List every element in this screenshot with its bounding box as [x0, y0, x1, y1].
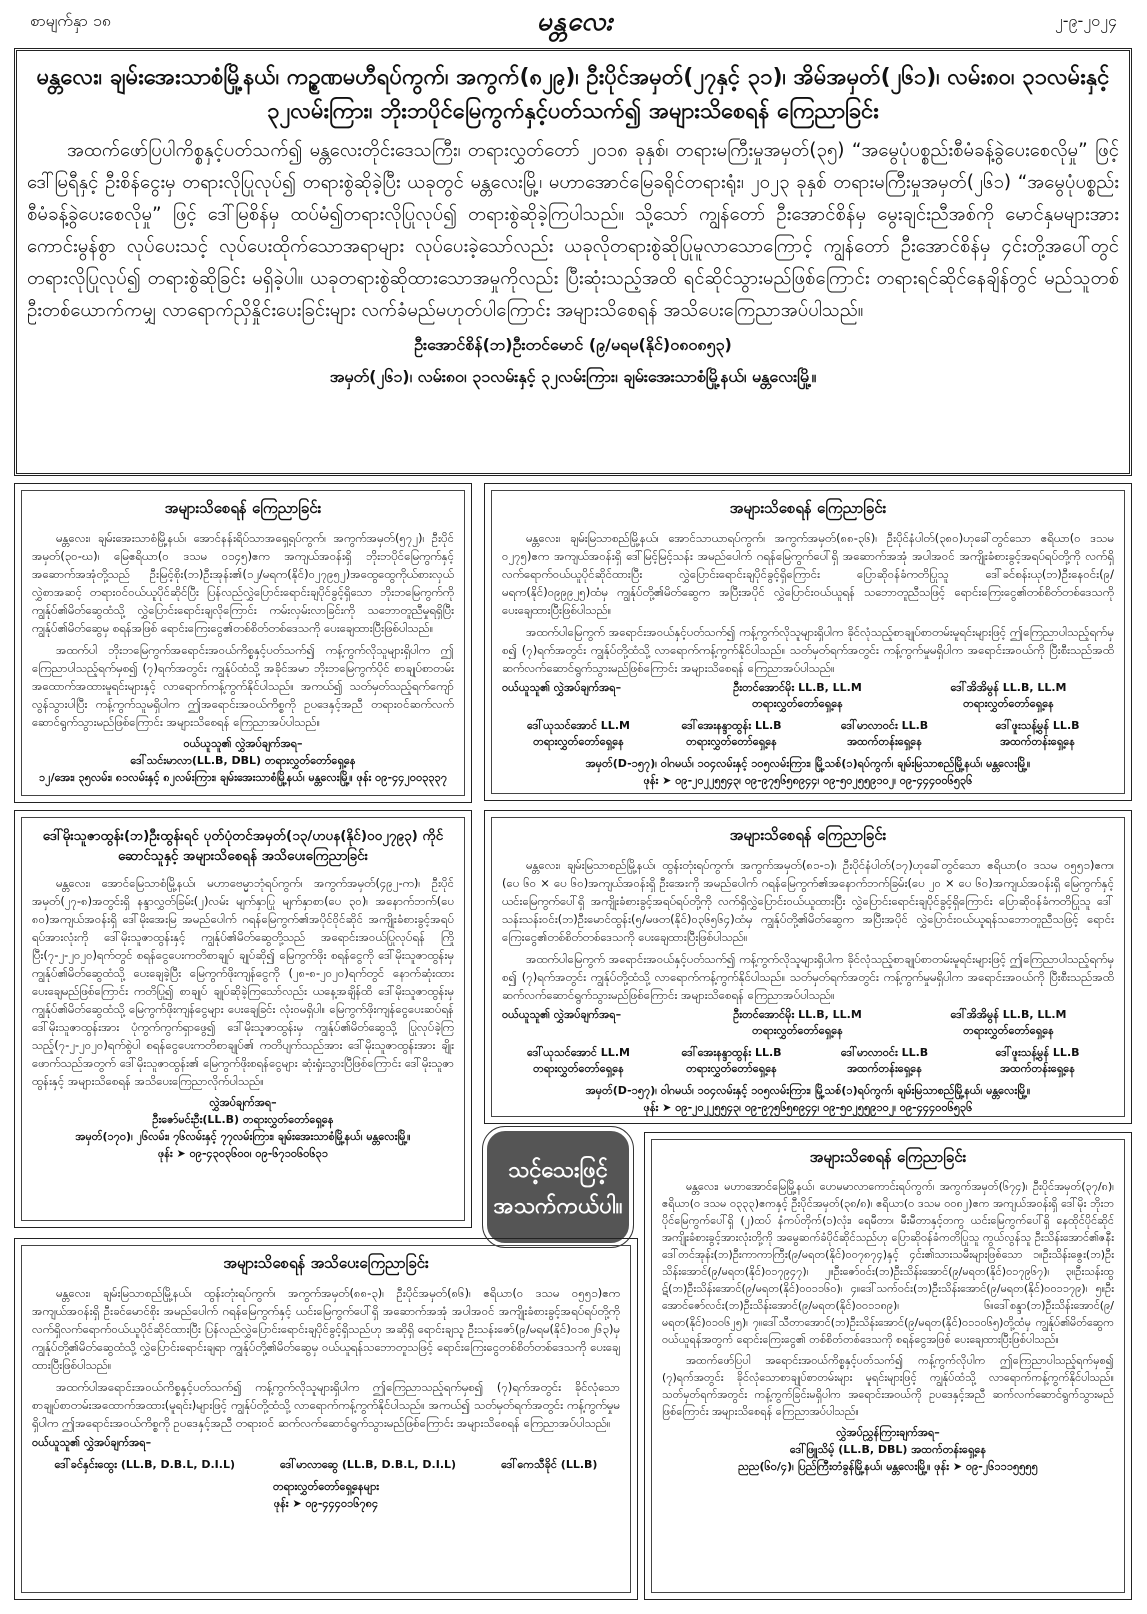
notice-d-title: အများသိစေရန် ကြေညာခြင်း: [729, 826, 887, 844]
notice-e-lawyer-1: ဒေါ်ခင်နှင်းထွေး (LL.B, D.B.L, D.I.L): [54, 1458, 235, 1471]
notice-e-body-2: အထက်ပါအရောင်းအဝယ်ကိစ္စနှင့်ပတ်သက်၍ ကန့်ကွက်လိုသူများရှိပါက ဤကြေညာသည့်ရက်မှစ၍ (၇)ရက်အတွင်း ခိုင်လုံသော စာချုပ်စာတမ်းအထောက်အထား(မူရင်း)များဖြင့် ကျွန်ုပ်တို့ထံသို့ လာရောက်ကန့်ကွက်နိုင်ပါသည်။ အကယ်၍ သတ်မှတ်ရက်အတွင်း ကန့်ကွက်မှုမရှိပါက ဤအရောင်းအဝယ်ကိစ္စကို ဥပဒေနှင့်အညီ တရားဝင် ဆက်လက်ဆောင်ရွက်သွားမည်ဖြစ်ကြောင်း အများသိစေရန် ကြေညာအပ်ပါသည်။: [32, 1380, 620, 1430]
notice-b-body-2: အထက်ပါမြေကွက် အရောင်းအဝယ်နှင့်ပတ်သက်၍ ကန့်ကွက်လိုသူများရှိပါက ခိုင်လုံသည့်စာချုပ်စာတမ်းမူရင်းများဖြင့် ဤကြေညာပါသည့်ရက်မှစ၍ (၇)ရက်အတွင်း ကျွန်ုပ်တို့ထံသို့ လာရောက်ကန့်ကွက်နိုင်ပါသည်။ သတ်မှတ်ရက်အတွင်း ကန့်ကွက်မှုမရှိပါက အရောင်းအဝယ်ကို ပြီးစီးသည်အထိ ဆက်လက်ဆောင်ရွက်သွားမည်ဖြစ်ကြောင်း အများသိစေရန် ကြေညာအပ်ပါသည်။: [502, 625, 1114, 675]
notice-b-lawyer-5: ဒေါ်မာလာဝင်း LL.B: [840, 719, 929, 732]
notice-d-lawyer-5: ဒေါ်မာလာဝင်း LL.B: [840, 1046, 929, 1059]
notice-e-phones: ဖုန်း ➤ ၀၉-၄၄၄၀၁၆၇၈၄: [273, 1497, 379, 1510]
notice-b-role-6: အထက်တန်းရှေ့နေ: [1000, 735, 1075, 748]
notice-f-sig-lead: လွှဲအပ်ညွှန်ကြားချက်အရ–: [836, 1426, 940, 1439]
notice-d-lawyer-2: ဒေါ်အိအိမွန် LL.B, LL.M: [950, 1008, 1067, 1021]
notice-a-sig-address: ၁၂/အေး၊ ၃၅လမ်း၊ ၈၁လမ်းနှင့် ၈၂လမ်းကြား၊ ချမ်းအေးသာစံမြို့နယ်၊ မန္တလေးမြို့။ ဖုန်း ၀၉-၄၄၂၀၀၃၃၃၇: [38, 771, 448, 784]
notice-b-title: အများသိစေရန် ကြေညာခြင်း: [729, 499, 887, 517]
notice-d-lawyer-6: ဒေါ်ဖူးသန့်မွန် LL.B: [995, 1046, 1080, 1059]
notice-c-sig-lead: လွှဲအပ်ချက်အရ–: [209, 1096, 277, 1109]
notice-b-role-2: တရားလွှတ်တော်ရှေ့နေ: [963, 697, 1054, 710]
notice-b-lead: ဝယ်ယူသူ၏ လွှဲအပ်ချက်အရ–: [502, 681, 622, 694]
notice-d-lead: ဝယ်ယူသူ၏ လွှဲအပ်ချက်အရ–: [502, 1008, 622, 1021]
notice-b-role-3: တရားလွှတ်တော်ရှေ့နေ: [533, 735, 624, 748]
notice-f: [644, 1132, 1132, 1600]
notice-d-body-2: အထက်ပါမြေကွက် အရောင်းအဝယ်နှင့်ပတ်သက်၍ ကန့်ကွက်လိုသူများရှိပါက ခိုင်လုံသည့်စာချုပ်စာတမ်းမူရင်းများဖြင့် ဤကြေညာပါသည့်ရက်မှစ၍ (၇)ရက်အတွင်း ကျွန်ုပ်တို့ထံသို့ လာရောက်ကန့်ကွက်နိုင်ပါသည်။ သတ်မှတ်ရက်အတွင်း ကန့်ကွက်မှုမရှိပါက အရောင်းအဝယ်ကို ပြီးစီးသည်အထိ ဆက်လက်ဆောင်ရွက်သွားမည်ဖြစ်ကြောင်း အများသိစေရန် ကြေညာအပ်ပါသည်။: [502, 952, 1114, 1002]
notice-b-lawyer-4: ဒေါ်အေးနန္ဒာထွန်း LL.B: [681, 719, 782, 732]
top-notice-body: အထက်ဖော်ပြပါကိစ္စနှင့်ပတ်သက်၍ မန္တလေးတိုင်းဒေသကြီး၊ တရားလွှတ်တော် ၂၀၁၈ ခုနှစ်၊ တရားမကြီးမှုအမှတ်(၃၅) “အမွေပုံပစ္စည်းစီမံခန့်ခွဲပေးစေလိုမှု” ဖြင့် ဒေါ်မြရီနှင့် ဦးစိန်ငွေးမှ တရားလိုပြုလုပ်၍ တရားစွဲဆိုခဲ့ပြီး ယခုတွင် မန္တလေးမြို့၊ မဟာအောင်မြေခရိုင်တရားရုံး၊ ၂၀၂၃ ခုနှစ် တရားမကြီးမှုအမှတ်(၂၆၁) “အမွေပုံပစ္စည်းစီမံခန့်ခွဲပေးစေလိုမှု” ဖြင့် ဒေါ်မြစိန်မှ ထပ်မံ၍တရားလိုပြုလုပ်၍ တရားစွဲဆိုခဲ့ကြပါသည်။ သို့သော် ကျွန်တော် ဦးအောင်စိန်မှ မွေးချင်းညီအစ်ကို မောင်နှမများအား ကောင်းမွန်စွာ လုပ်ပေးသင့် လုပ်ပေးထိုက်သောအရာများ လုပ်ပေးခဲ့သော်လည်း ယခုလိုတရားစွဲဆိုပြုမူလာသောကြောင့် ကျွန်တော် ဦးအောင်စိန်မှ ၄င်းတို့အပေါ်တွင် တရားလိုပြုလုပ်၍ တရားစွဲဆိုခြင်း မရှိခဲ့ပါ။ ယခုတရားစွဲဆိုထားသောအမှုကိုလည်း ပြီးဆုံးသည့်အထိ ရင်ဆိုင်သွားမည်ဖြစ်ကြောင်း တရားရင်ဆိုင်နေချိန်တွင် မည်သူတစ်ဦးတစ်ယောက်ကမျှ လာရောက်ညှိနှိုင်းပေးခြင်းများ လက်ခံမည်မဟုတ်ပါကြောင်း အများသိစေရန် အသိပေးကြေညာအပ်ပါသည်။: [27, 140, 1119, 321]
notice-c-body: မန္တလေး၊ အောင်မြေသာစံမြို့နယ်၊ မဟာဗေမ္မာဘုံရပ်ကွက်၊ အကွက်အမှတ်(၄၉၂-က)၊ ဦးပိုင်အမှတ်(၂၇-၈)အတွင်းရှိ နန္ဒာလွှတ်ခြမ်း(၂)လမ်း မျက်နှာပြု မျက်နှာစာ(ပေ ၃၀)၊ အနောက်ဘက်(ပေ ၈၀)အကျယ်အဝန်းရှိ ဒေါ်မိုးအေးမြ အမည်ပေါက် ဂရန်မြေကွက်၏အပိုင်ဝိုင်ဆိုင် အကျိုးခံစားခွင့်အရပ်ရပ်အားလုံးကို ဒေါ်မိုးသူဇာထွန်းနှင့် ကျွန်ုပ်၏မိတ်ဆွေတို့သည် အရောင်းအဝယ်ပြုလုပ်ရန် ကြိုပြီး(၇-၂-၂၀၂၀)ရက်တွင် စရန်ငွေပေးကတိစာချုပ် ချုပ်ဆို၍ မြေကွက်ဖိုး စရန်ငွေကို ဒေါ်မိုးသူဇာထွန်းမှ ကျွန်ုပ်၏မိတ်ဆွေထံသို့ ပေးချေခဲ့ပြီး မြေကွက်ဖိုးကျန်ငွေကို (၂၈-၈-၂၀၂၀)ရက်တွင် နောက်ဆုံးထားပေးချေမည်ဖြစ်ကြောင်း ကတိပြု၍ စာချုပ် ချုပ်ဆိုခဲ့ကြသော်လည်း ယနေ့အချိန်ထိ ဒေါ်မိုးသူဇာထွန်းမှ ကျွန်ုပ်၏မိတ်ဆွေထံသို့ မြေကွက်ဖိုးကျန်ငွေများ ပေးချေခြင်း လုံးဝမရှိပါ။ မြေကွက်ဖိုးကျန်ငွေပေးဆပ်ရန် ဒေါ်မိုးသူဇာထွန်းအား ပုံကွက်ကွက်ရှာဖွေ၍ ဒေါ်မိုးသူဇာထွန်းမှ ကျွန်ုပ်၏မိတ်ဆွေသို့ ပြုလုပ်ခဲ့ကြသည့်(၇-၂-၂၀၂၀)ရက်စွဲပါ စရန်ငွေပေးကတိစာချုပ်၏ ကတိပျက်သည်အား ဒေါ်မိုးသူဇာထွန်းအား ချိုးဖောက်သည်အတွက် ဒေါ်မိုးသူဇာထွန်း၏ မြေကွက်ဖိုးစရန်ငွေများ ဆုံးရှုံးသွားပြီဖြစ်ကြောင်း ဒေါ်မိုးသူဇာထွန်းနှင့် အများသိစေရန် အသိပေးကြေညာလိုက်ပါသည်။: [32, 876, 454, 1088]
notice-d-role-5: အထက်တန်းရှေ့နေ: [847, 1062, 922, 1075]
notice-b-body-1: မန္တလေး၊ ချမ်းမြသာစည်မြို့နယ်၊ အောင်သာယာရပ်ကွက်၊ အကွက်အမှတ်(၈၈-၃၆)၊ ဦးပိုင်နံပါတ်(၃၈၀)ဟုခေါ်တွင်သော ဧရိယာ(၀ ဒသမ ၀၂၇၅)ဧက အကျယ်အဝန်းရှိ ဒေါ်မြင့်မြင့်သန်း အမည်ပေါက် ဂရန်မြေကွက်ပေါ်ရှိ အဆောက်အအုံ အပါအဝင် အကျိုးခံစားခွင့်အရပ်ရပ်တို့ကို လက်ရှိလက်ရောက်ဝယ်ယူပိုင်ဆိုင်ထားပြီး လွှဲပြောင်းရောင်းချပိုင်ခွင့်ရှိကြောင်း ပြောဆိုဝန်ခံကတိပြုသူ ဒေါ်ခင်စန်းယု(ဘ)ဦးနေဝင်း(၉/မရက(နိုင်)၀၉၉၉၂၅)ထံမှ ကျွန်ုပ်တို့၏မိတ်ဆွေက အပြီးအပိုင် လွှဲပြောင်းဝယ်ယူရန် သဘောတူညီသဖြင့် ရောင်းကြေးငွေ၏တစ်စိတ်တစ်ဒေသကို ပေးချေထားပြီးဖြစ်ပါသည်။: [502, 531, 1114, 617]
notice-e-body-1: မန္တလေး၊ ချမ်းမြသာစည်မြို့နယ်၊ ထွန်းတုံးရပ်ကွက်၊ အကွက်အမှတ်(၈၈-၃)၊ ဦးပိုင်အမှတ်(၈၆)၊ ဧရိယာ(၀ ဒသမ ၀၅၅၁)ဧက အကျယ်အဝန်းရှိ ဦးခင်မောင်စိုး အမည်ပေါက် ဂရန်မြေကွက်နှင့် ယင်းမြေကွက်ပေါ်ရှိ အဆောက်အအုံ အပါအဝင် အကျိုးခံစားခွင့်အရပ်ရပ်တို့ကို လက်ရှိလက်ရောက်ဝယ်ယူပိုင်ဆိုင်ထားပြီး ပြန်လည်လွှဲပြောင်းရောင်းချပိုင်ခွင့်ရှိသည်ဟု အဆိုရှိ ရောင်းချသူ ဦးသန်းဇော်(၉/မရမ(နိုင်)၀၁၈၂၆၃)မှ ကျွန်ုပ်တို့၏မိတ်ဆွေထံသို့ လွှဲပြောင်းရောင်းချရာ ကျွန်ုပ်တို့၏မိတ်ဆွေမှ ဝယ်ယူရန်သဘောတူသဖြင့် ရောင်းကြေးငွေတစ်စိတ်တစ်ဒေသကို ပေးချေထားပြီးဖြစ်ပါသည်။: [32, 1286, 620, 1372]
notice-d-lawyer-3: ဒေါ်ယုသင်အောင် LL.M: [527, 1046, 630, 1059]
notice-d-role-3: တရားလွှတ်တော်ရှေ့နေ: [533, 1062, 624, 1075]
notice-d-role-6: အထက်တန်းရှေ့နေ: [1000, 1062, 1075, 1075]
notice-b-address: အမှတ်(D-၁၅၇)၊ ဝါဂမယ်၊ ၁၀၄လမ်းနှင့် ၁၀၅လမ်းကြား၊ မြို့သစ်(၁)ရပ်ကွက်၊ ချမ်းမြသာစည်မြို့နယ်၊ မန္တလေးမြို့။: [585, 757, 1031, 770]
top-notice-signer: ဦးအောင်စိန်(ဘ)ဦးတင်မောင် (၉/မရမ(နိုင်)၀၈၀၈၅၃): [414, 335, 732, 354]
notice-b-lawyer-2: ဒေါ်အိအိမွန် LL.B, LL.M: [950, 681, 1067, 694]
notice-b-lawyer-1: ဦးတင်အောင်မိုး LL.B, LL.M: [733, 681, 862, 694]
page-header: [0, 0, 1147, 48]
notice-a-title: အများသိစေရန် ကြေညာခြင်း: [164, 499, 322, 517]
notice-f-body-2: အထက်ဖော်ပြပါ အရောင်းအဝယ်ကိစ္စနှင့်ပတ်သက်၍ ကန့်ကွက်လိုပါက ဤကြေညာပါသည့်ရက်မှစ၍ (၇)ရက်အတွင်း ခိုင်လုံသောစာချုပ်စာတမ်းများ မူရင်းများဖြင့် ကျွန်ုပ်ထံသို့ လာရောက်ကန့်ကွက်နိုင်ပါသည်။ သတ်မှတ်ရက်အတွင်း ကန့်ကွက်ခြင်းမရှိပါက အရောင်းအဝယ်ကို ဥပဒေနှင့်အညီ ဆက်လက်ဆောင်ရွက်သွားမည်ဖြစ်ကြောင်း အများသိစေရန် ကြေညာအပ်ပါသည်။: [662, 1354, 1114, 1418]
notice-e-lawyer-2: ဒေါ်မာလာဆွေ (LL.B, D.B.L, D.I.L): [280, 1458, 457, 1471]
notice-c-sig-lawyer: ဦးဇော်မင်းဦး(LL.B) တရားလွှတ်တော်ရှေ့နေ: [152, 1113, 334, 1126]
slogan-line-1: သင့်သေးဖြင့်: [508, 1158, 608, 1183]
notice-a-sig-lawyer: ဒေါ်သင်းမာလာ(LL.B, DBL) တရားလွှတ်တော်ရှေ့နေ: [130, 754, 356, 767]
notice-c-title: ဒေါ်မိုးသူဇာထွန်း(ဘ)ဦးထွန်းရင် ပုတ်ပုံတင်အမှတ်(၁၃/ဟပန(နိုင်)၀၀၂၇၉၃) ကိုင်ဆောင်သူနှင့် အများသိစေရန် အသိပေးကြေညာခြင်း: [42, 828, 444, 864]
notice-e-title: အများသိစေရန် အသိပေးကြေညာခြင်း: [223, 1254, 429, 1272]
notice-b-phones: ဖုန်း ➤ ၀၉-၂၀၂၂၅၅၄၃၊ ၀၉-၉၇၅၆၅၈၉၄၄၊ ၀၉-၅၀၂၅၅၉၁၀၂၊ ၀၉-၄၄၄၀၀၆၅၃၆: [643, 774, 973, 787]
health-slogan-badge: [483, 1127, 633, 1247]
notice-f-body-1: မန္တလေး၊ မဟာအောင်မြေမြို့နယ်၊ ဟေမမာလာကောင်းရပ်ကွက်၊ အကွက်အမှတ်(၆၇၄)၊ ဦးပိုင်အမှတ်(၃၇/၈)၊ ဧရိယာ(၀ ဒသမ ၀၃၃၃)ဧကနှင့် ဦးပိုင်အမှတ်(၃၈/၈)၊ ဧရိယာ(၀ ဒသမ ၀၀၈၂)ဧက အကျယ်အဝန်းရှိ ဒေါ်မိုး ဘိုးဘပိုင်မြေကွက်ပေါ်ရှိ (၂)ထပ် နံကပ်တိုက်(၁)လုံး၊ ရေမီတာ၊ မီးမီတာနှင့်တကွ ယင်းမြေကွက်ပေါ်ရှိ နေထိုင်ပိုင်ဆိုင် အကျိုးခံစားခွင့်အားလုံးတို့ကို အမွေဆက်ခံပိုင်ဆိုင်သည်ဟု ပြောဆိုဝန်ခံကတိပြုသူ ကွယ်လွန်သူ ဦးသိန်းအောင်၏ဇနီး ဒေါ်တင်အုန်း(ဘ)ဦးကာကာကြီး(၉/မရတ(နိုင်)၀၀၇၈၇၄)နှင့် ၄င်း၏သားသမီးများဖြစ်သော ၁။ဦးသိန်းဇွေး(ဘ)ဦးသိန်းအောင်(၉/မရတ(နိုင်)၀၁၇၉၄၇)၊ ၂။ဦးဇော်ဝင်း(ဘ)ဦးသိန်းအောင်(၉/မရတ(နိုင်)၀၁၇၉၆၇)၊ ၃။ဦးသန်းထွဋ်(ဘ)ဦးသိန်းအောင်(၉/မရတ(နိုင်)၀၀၁၁၆၀)၊ ၄။ဒေါ်သက်ဝင်း(ဘ)ဦးသိန်းအောင်(၉/မရတ(နိုင်)၀၀၁၁၇၉)၊ ၅။ဦးအောင်ဇော်လင်း(ဘ)ဦးသိန်းအောင်(၉/မရတ(နိုင်)၀၀၁၁၈၉)၊ ၆။ဒေါ်စန္ဒာ(ဘ)ဦးသိန်းအောင်(၉/မရတ(နိုင်)၀၁၀၆၂၅)၊ ၇။ဒေါ်သီတာအောင်(ဘ)ဦးသိန်းအောင်(၉/မရတ(နိုင်)၀၁၁၀၆၅)တို့ထံမှ ကျွန်ုပ်၏မိတ်ဆွေက ဝယ်ယူရန်အတွက် ရောင်းကြေးငွေ၏ တစ်စိတ်တစ်ဒေသကို စရန်ငွေအဖြစ် ပေးချေထားပြီးဖြစ်ပါသည်။: [662, 1180, 1114, 1346]
masthead-logo: မန္တလေး: [536, 7, 614, 37]
notice-e: [14, 1238, 638, 1600]
notice-d-body-1: မန္တလေး၊ ချမ်းမြသာစည်မြို့နယ်၊ ထွန်းတုံးရပ်ကွက်၊ အကွက်အမှတ်(၈၁-၁)၊ ဦးပိုင်နံပါတ်(၁၇)ဟုခေါ်တွင်သော ဧရိယာ(၀ ဒသမ ၀၅၅၁)ဧက၊ (ပေ ၆၀ × ပေ ၆၀)အကျယ်အဝန်းရှိ ဦးအေးကို အမည်ပေါက် ဂရန်မြေကွက်၏အနောက်ဘက်ခြမ်း(ပေ ၂၀ × ပေ ၆၀)အကျယ်အဝန်းရှိ မြေကွက်နှင့် ယင်းမြေကွက်ပေါ်ရှိ အကျိုးခံစားခွင့်အရပ်ရပ်တို့ကို လက်ရှိလွှဲပြောင်းဝယ်ယူထားပြီး လွှဲပြောင်းရောင်းချပိုင်ခွင့်ရှိကြောင်း ပြောဆိုဝန်ခံကတိပြုသူ ဒေါ်သန်းသန်းဝင်း(ဘ)ဦးမောင်ထွန်း(၅/မဖတ(နိုင်)၀၃၆၅၆၄)ထံမှ ကျွန်ုပ်တို့၏မိတ်ဆွေက အပြီးအပိုင် လွှဲပြောင်းဝယ်ယူရန်သဘောတူညီသဖြင့် ရောင်းကြေးငွေ၏တစ်စိတ်တစ်ဒေသကို ပေးချေထားပြီးဖြစ်ပါသည်။: [502, 858, 1114, 944]
notice-d-lawyer-1: ဦးတင်အောင်မိုး LL.B, LL.M: [733, 1008, 862, 1021]
notice-e-role: တရားလွှတ်တော်ရှေ့နေများ: [272, 1480, 380, 1493]
notice-b-lawyer-6: ဒေါ်ဖူးသန့်မွန် LL.B: [995, 719, 1080, 732]
top-notice-title: မန္တလေး၊ ချမ်းအေးသာစံမြို့နယ်၊ ကဥ္စဏမဟီရပ်ကွက်၊ အကွက်(၈၂၉)၊ ဦးပိုင်အမှတ်(၂၇နှင့် ၃၁)၊ အိမ်အမှတ်(၂၆၁)၊ လမ်း၈၀၊ ၃၁လမ်းနှင့် ၃၂လမ်းကြား၊ ဘိုးဘပိုင်မြေကွက်နှင့်ပတ်သက်၍ အများသိစေရန် ကြေညာခြင်း: [36, 65, 1110, 124]
notice-d-role-1: တရားလွှတ်တော်ရှေ့နေ: [752, 1024, 843, 1037]
notice-c: [14, 810, 472, 1228]
notice-b-role-5: အထက်တန်းရှေ့နေ: [847, 735, 922, 748]
notice-c-phones: ဖုန်း ➤ ၀၉-၄၃၀၃၆၀၀၊ ၀၉-၆၇၁၀၆၀၆၃၁: [157, 1147, 329, 1160]
notice-d-lawyer-4: ဒေါ်အေးနန္ဒာထွန်း LL.B: [681, 1046, 782, 1059]
top-notice-address: အမှတ်(၂၆၁)၊ လမ်း၈၀၊ ၃၁လမ်းနှင့် ၃၂လမ်းကြား၊ ချမ်းအေးသာစံမြို့နယ်၊ မန္တလေးမြို့။: [329, 367, 817, 386]
notice-b-role-4: တရားလွှတ်တော်ရှေ့နေ: [686, 735, 777, 748]
notice-a: [14, 483, 472, 803]
notice-d-role-4: တရားလွှတ်တော်ရှေ့နေ: [686, 1062, 777, 1075]
slogan-line-2: အသက်ကယ်ပါ။: [493, 1194, 623, 1219]
issue-date: ၂-၉-၂၀၂၄: [1054, 11, 1117, 30]
notice-b-role-1: တရားလွှတ်တော်ရှေ့နေ: [752, 697, 843, 710]
top-notice: [14, 48, 1132, 476]
notice-e-lawyer-3: ဒေါ်ကေသီခိုင် (LL.B): [501, 1458, 598, 1471]
notice-b-lawyer-3: ဒေါ်ယုသင်အောင် LL.M: [527, 719, 630, 732]
notice-d-address: အမှတ်(D-၁၅၇)၊ ဝါဂမယ်၊ ၁၀၄လမ်းနှင့် ၁၀၅လမ်းကြား၊ မြို့သစ်(၁)ရပ်ကွက်၊ ချမ်းမြသာစည်မြို့နယ်၊ မန္တလေးမြို့။: [585, 1084, 1031, 1097]
notice-a-sig-lead: ဝယ်ယူသူ၏ လွှဲအပ်ချက်အရ–: [183, 737, 303, 750]
notice-f-sig-address: ညည(၆၀/၄)၊ ပြည်ကြီးတံခွန်မြို့နယ်၊ မန္တလေးမြို့။ ဖုန်း ➤ ၀၉-၂၆၁၁၁၅၅၅၅: [738, 1460, 1038, 1473]
notice-f-sig-lawyer: ဒေါ်ဖြူသိမ့် (LL.B, DBL) အထက်တန်းရှေ့နေ: [789, 1443, 987, 1456]
notice-d: [484, 810, 1132, 1124]
page-number: စာမျက်နှာ ၁၈: [30, 11, 111, 30]
notice-c-sig-address: အမှတ်(၁၇၀)၊ ၂၆လမ်း၊ ၇၆လမ်းနှင့် ၇၇လမ်းကြား၊ ချမ်းအေးသာစံမြို့နယ်၊ မန္တလေးမြို့။: [75, 1130, 411, 1143]
notice-a-body-1: မန္တလေး၊ ချမ်းအေးသာစံမြို့နယ်၊ အောင်နန်းရိပ်သာအရှေ့ရပ်ကွက်၊ အကွက်အမှတ်(၅၇၂)၊ ဦးပိုင်အမှတ်(၃၀-ဃ)၊ မြေဧရိယာ(၀ ဒသမ ၀၁၄၅)ဧက အကျယ်အဝန်းရှိ ဘိုးဘပိုင်မြေကွက်နှင့် အဆောက်အအုံတို့သည် ဦးမြင့်စိုး(ဘ)ဦးအုန်း၏(၁၂/မရက(နိုင်)၀၂၇၉၅၂)အထွေထွေကိုယ်စားလှယ်လွှဲစာအဆင့် တရားဝင်ဝယ်ယူပိုင်ဆိုင်ပြီး ပြန်လည်လွှဲပြောင်းရောင်းချပိုင်ခွင့်ရှိသော ဘိုးဘမြေကွက်ကို ကျွန်ုပ်၏မိတ်ဆွေထံသို့ လွှဲပြောင်းရောင်းချလိုကြောင်း ကမ်းလှမ်းလာခြင်းကို သဘောတူညီမှုရရှိပြီး ကျွန်ုပ်၏မိတ်ဆွေမှ စရန်အဖြစ် ရောင်းကြေးငွေ၏တစ်စိတ်တစ်ဒေသကို ပေးချေထားပြီးဖြစ်ပါသည်။: [32, 531, 454, 635]
notice-a-body-2: အထက်ပါ ဘိုးဘမြေကွက်အရောင်းအဝယ်ကိစ္စနှင့်ပတ်သက်၍ ကန့်ကွက်လိုသူများရှိပါက ဤကြေညာပါသည့်ရက်မှစ၍ (၇)ရက်အတွင်း ကျွန်ုပ်ထံသို့ အခိုင်အမာ ဘိုးဘမြေကွက်ပိုင် စာချုပ်စာတမ်းအထောက်အထားမူရင်းများနှင့် လာရောက်ကန့်ကွက်နိုင်ပါသည်။ အကယ်၍ သတ်မှတ်သည့်ရက်ကျော်လွန်သွားပါပြီး ကန့်ကွက်သူမရှိပါက ဤအရောင်းအဝယ်ကိစ္စကို ဥပဒေနှင့်အညီ တရားဝင်ဆက်လက်ဆောင်ရွက်သွားမည်ဖြစ်ကြောင်း အများသိစေရန် ကြေညာအပ်ပါသည်။: [32, 643, 454, 729]
notice-d-role-2: တရားလွှတ်တော်ရှေ့နေ: [963, 1024, 1054, 1037]
notice-b: [484, 483, 1132, 801]
notice-d-phones: ဖုန်း ➤ ၀၉-၂၀၂၂၅၅၄၃၊ ၀၉-၉၇၅၆၅၈၉၄၄၊ ၀၉-၅၀၂၅၅၉၁၀၂၊ ၀၉-၄၄၄၀၀၆၅၃၆: [643, 1101, 973, 1114]
notice-f-title: အများသိစေရန် ကြေညာခြင်း: [809, 1148, 967, 1166]
notice-e-lead: ဝယ်ယူသူ၏ လွှဲအပ်ချက်အရ–: [32, 1436, 152, 1449]
